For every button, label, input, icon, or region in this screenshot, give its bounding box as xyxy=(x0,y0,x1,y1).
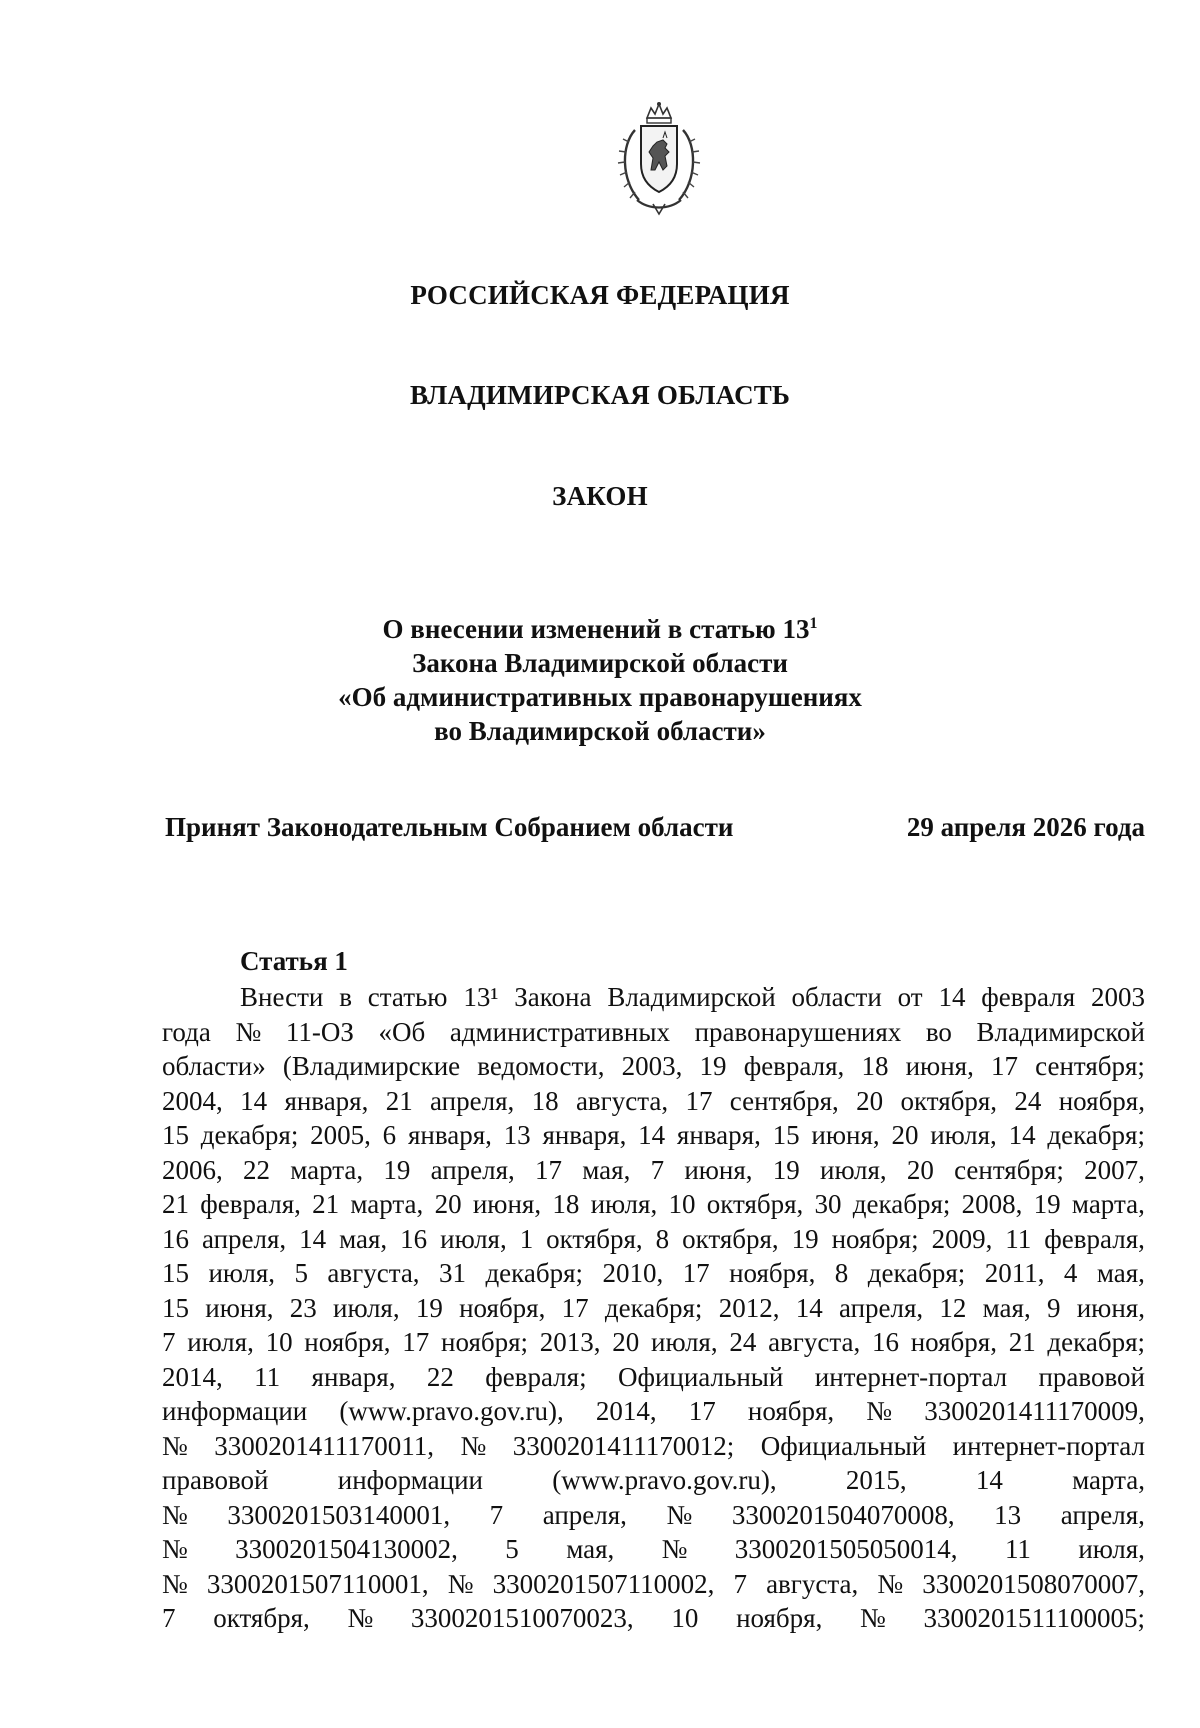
article-word: № xyxy=(347,1603,374,1633)
article-word: апреля, xyxy=(1060,1499,1145,1530)
article-word: 21 xyxy=(385,1085,413,1116)
article-line xyxy=(162,1015,1145,1050)
article-word: 2013, xyxy=(539,1327,601,1357)
article-word: 6 xyxy=(382,1120,397,1150)
article-word: 1 xyxy=(519,1223,534,1254)
article-line xyxy=(162,1498,1145,1533)
article-word: 11 xyxy=(254,1361,281,1392)
article-line xyxy=(162,1153,1145,1188)
article-word: 21 xyxy=(312,1189,340,1219)
article-word: 3300201504070008, xyxy=(731,1499,955,1530)
article-word: апреля, xyxy=(838,1292,924,1323)
article-word: июня, xyxy=(684,1154,753,1185)
article-word: 17 xyxy=(561,1292,589,1323)
article-word: ноября; xyxy=(441,1327,529,1357)
article-word: декабря; xyxy=(1047,1327,1145,1357)
article-word: правовой xyxy=(162,1465,269,1495)
article-word: 17 xyxy=(682,1258,710,1288)
article-word: мая, xyxy=(582,1154,631,1185)
article-word: 7 xyxy=(650,1154,665,1185)
article-word: 8 xyxy=(655,1223,670,1254)
article-word: 14 xyxy=(975,1465,1003,1495)
article-word: 11 xyxy=(1005,1223,1032,1254)
article-word: 21 xyxy=(1008,1327,1036,1357)
article-word: 3300201503140001, xyxy=(227,1499,451,1530)
article-word: декабря; xyxy=(1047,1120,1145,1150)
article-word: февраля, xyxy=(743,1051,845,1081)
article-line xyxy=(162,1222,1145,1257)
article-word: 2010, xyxy=(602,1258,664,1288)
article-word: 19 xyxy=(772,1154,800,1185)
article-word: 24 xyxy=(729,1327,757,1357)
article-word: 7 xyxy=(733,1568,747,1599)
article-word: 13 xyxy=(503,1120,531,1150)
article-word: 9 xyxy=(1046,1292,1061,1323)
article-word: 2004, xyxy=(162,1085,223,1116)
article-word: июня, xyxy=(205,1292,274,1323)
article-word: июля, xyxy=(651,1327,718,1357)
article-word: 22 xyxy=(242,1154,270,1185)
article-word: 7 xyxy=(162,1327,176,1357)
article-word: 2006, xyxy=(162,1154,223,1185)
article-word: 3300201505050014, xyxy=(734,1534,958,1564)
article-word: декабря; xyxy=(604,1292,703,1323)
article-word: января, xyxy=(311,1361,396,1392)
law-subject xyxy=(0,612,1200,748)
article-word: 15 xyxy=(162,1292,189,1323)
article-word: 31 xyxy=(439,1258,466,1288)
article-word: 10 xyxy=(265,1327,293,1357)
article-word: 19 xyxy=(1033,1189,1061,1219)
article-line xyxy=(162,1187,1145,1222)
article-word: июля, xyxy=(187,1327,254,1357)
subject-line-4: во Владимирской области» xyxy=(434,716,766,746)
article-word: 19 xyxy=(415,1292,443,1323)
article-word: октября, xyxy=(213,1603,310,1633)
article-word: февраля, xyxy=(1044,1223,1145,1254)
article-word: мая, xyxy=(1096,1258,1145,1288)
article-word: 16 xyxy=(400,1223,428,1254)
article-word: в xyxy=(339,982,352,1012)
article-word: 2003, xyxy=(621,1051,683,1081)
article-word: января, xyxy=(407,1120,492,1150)
article-word: правонарушениях xyxy=(694,1016,902,1047)
article-word: августа, xyxy=(575,1085,669,1116)
article-word: июня, xyxy=(1076,1292,1145,1323)
article-word: области» xyxy=(162,1051,266,1081)
article-word: 5 xyxy=(505,1534,519,1564)
article-word: 30 xyxy=(814,1189,842,1219)
article-word: 2011, xyxy=(984,1258,1045,1288)
article-word: № xyxy=(877,1568,904,1599)
article-word: июля, xyxy=(440,1223,507,1254)
article-word: 13¹ xyxy=(463,982,499,1012)
article-word: 18 xyxy=(531,1085,559,1116)
article-word: октября, xyxy=(546,1223,643,1254)
article-word: 18 xyxy=(861,1051,889,1081)
article-word: 16 xyxy=(871,1327,899,1357)
article-word: № xyxy=(162,1534,188,1564)
article-word: февраля xyxy=(981,982,1076,1012)
subject-line-3: «Об административных правонарушениях xyxy=(338,682,862,712)
article-word: января, xyxy=(676,1120,761,1150)
article-word: 20 xyxy=(891,1120,919,1150)
article-word: 2012, xyxy=(718,1292,780,1323)
article-word: января, xyxy=(542,1120,627,1150)
article-word: декабря; xyxy=(485,1258,584,1288)
article-word: 2003 xyxy=(1090,982,1145,1012)
article-word: № xyxy=(661,1534,688,1564)
article-word: 3300201411170011, xyxy=(214,1430,435,1461)
article-word: июня, xyxy=(811,1120,880,1150)
article-word: июня, xyxy=(905,1051,974,1081)
article-line xyxy=(162,1463,1145,1498)
article-word: 7 xyxy=(489,1499,504,1530)
article-word: 17 xyxy=(688,1396,716,1426)
article-word: марта, xyxy=(290,1154,364,1185)
article-word: 14 xyxy=(1008,1120,1036,1150)
article-line xyxy=(162,1325,1145,1360)
article-word: 3300201510070023, xyxy=(410,1603,634,1633)
article-word: 19 xyxy=(699,1051,727,1081)
article-word: 3300201507110002, xyxy=(492,1568,715,1599)
article-word: № xyxy=(866,1396,893,1426)
article-word: января, xyxy=(284,1085,369,1116)
article-word: «Об xyxy=(378,1016,426,1047)
article-word: 3300201507110001, xyxy=(206,1568,429,1599)
article-word: 16 xyxy=(162,1223,189,1254)
article-word: Владимирской xyxy=(976,1016,1145,1047)
article-line xyxy=(162,1532,1145,1567)
document-type-title: ЗАКОН xyxy=(552,481,648,511)
article-word: во xyxy=(925,1016,952,1047)
article-word: февраля; xyxy=(485,1361,587,1392)
article-word: 20 xyxy=(856,1085,884,1116)
article-word: июля, xyxy=(1078,1534,1145,1564)
article-word: 10 xyxy=(671,1603,699,1633)
article-word: апреля, xyxy=(430,1154,515,1185)
article-word: правовой xyxy=(1038,1361,1145,1392)
article-word: 7 xyxy=(162,1603,176,1633)
article-word: июля, xyxy=(208,1258,276,1288)
article-word: 14 xyxy=(938,982,966,1012)
article-word: 2008, xyxy=(961,1189,1023,1219)
article-line xyxy=(162,1567,1145,1602)
article-word: № xyxy=(460,1430,487,1461)
article-word: 17 xyxy=(402,1327,430,1357)
article-word: (www.pravo.gov.ru), xyxy=(552,1465,777,1495)
article-word: (Владимирские xyxy=(282,1051,461,1081)
article-word: июля, xyxy=(333,1292,400,1323)
article-word: 2015, xyxy=(845,1465,907,1495)
subject-line-2: Закона Владимирской области xyxy=(412,648,788,678)
article-word: 19 xyxy=(383,1154,411,1185)
article-word: июля, xyxy=(820,1154,887,1185)
article-word: 20 xyxy=(906,1154,934,1185)
article-word: 17 xyxy=(991,1051,1019,1081)
article-word: 15 xyxy=(772,1120,800,1150)
article-word: ноября; xyxy=(831,1223,919,1254)
article-word: Внести xyxy=(240,982,324,1012)
article-word: года xyxy=(162,1016,211,1047)
article-word: 14 xyxy=(795,1292,823,1323)
article-word: 21 xyxy=(162,1189,189,1219)
article-word: июня, xyxy=(472,1189,542,1219)
article-word: интернет-портал xyxy=(952,1430,1145,1461)
article-word: марта, xyxy=(350,1189,424,1219)
article-word: августа, xyxy=(768,1327,861,1357)
article-word: 22 xyxy=(426,1361,454,1392)
article-word: Владимирской xyxy=(607,982,776,1012)
article-word: 17 xyxy=(685,1085,713,1116)
article-word: области xyxy=(791,982,882,1012)
adopting-body: Принят Законодательным Собранием области xyxy=(165,812,734,842)
article-word: сентября; xyxy=(1035,1051,1145,1081)
article-word: мая, xyxy=(982,1292,1031,1323)
article-word: 14 xyxy=(638,1120,666,1150)
article-word: административных xyxy=(449,1016,670,1047)
article-word: апреля, xyxy=(542,1499,627,1530)
article-word: октября, xyxy=(682,1223,779,1254)
article-line xyxy=(162,1049,1145,1084)
article-word: от xyxy=(897,982,923,1012)
adoption-date: 29 апреля 2026 года xyxy=(906,812,1145,842)
article-word: ноября, xyxy=(910,1327,997,1357)
article-word: ноября, xyxy=(459,1292,546,1323)
article-word: ноября, xyxy=(304,1327,391,1357)
article-word: 3300201511100005; xyxy=(923,1603,1145,1633)
article-word: марта, xyxy=(1072,1465,1145,1495)
article-word: 20 xyxy=(612,1327,640,1357)
article-word: сентября, xyxy=(729,1085,839,1116)
article-line xyxy=(162,1394,1145,1429)
article-word: Закона xyxy=(514,982,592,1012)
article-word: 19 xyxy=(791,1223,819,1254)
article-word: 4 xyxy=(1063,1258,1078,1288)
article-word: октября, xyxy=(706,1189,804,1219)
article-word: № xyxy=(235,1016,262,1047)
article-line xyxy=(162,1118,1145,1153)
article-word: 8 xyxy=(834,1258,849,1288)
article-word: 2014, xyxy=(162,1361,223,1392)
article-word: статью xyxy=(367,982,448,1012)
region-title: ВЛАДИМИРСКАЯ ОБЛАСТЬ xyxy=(409,380,791,410)
article-word: 15 xyxy=(162,1120,189,1150)
article-word: (www.pravo.gov.ru), xyxy=(339,1396,564,1426)
article-word: апреля, xyxy=(201,1223,287,1254)
article-word: 13 xyxy=(994,1499,1022,1530)
adoption-row xyxy=(165,812,1145,848)
article-word: 2007, xyxy=(1084,1154,1145,1185)
article-word: 10 xyxy=(668,1189,696,1219)
article-word: 17 xyxy=(535,1154,563,1185)
article-word: 2009, xyxy=(931,1223,993,1254)
article-word: июля, xyxy=(930,1120,997,1150)
article-word: декабря; xyxy=(200,1120,299,1150)
article-heading: Статья 1 xyxy=(240,946,348,976)
article-word: марта, xyxy=(1071,1189,1145,1219)
article-word: августа, xyxy=(327,1258,420,1288)
article-word: 24 xyxy=(1014,1085,1042,1116)
article-line xyxy=(162,1084,1145,1119)
article-word: февраля, xyxy=(200,1189,301,1219)
article-word: 23 xyxy=(289,1292,317,1323)
article-word: ноября, xyxy=(1058,1085,1145,1116)
article-word: мая, xyxy=(566,1534,615,1564)
country-title: РОССИЙСКАЯ ФЕДЕРАЦИЯ xyxy=(410,280,790,310)
article-line xyxy=(162,1601,1145,1636)
article-word: ноября, xyxy=(729,1258,816,1288)
subject-line-1 xyxy=(0,612,1200,646)
article-line xyxy=(162,980,1145,1015)
coat-of-arms-emblem xyxy=(613,100,705,216)
article-word: № xyxy=(162,1430,188,1461)
article-word: № xyxy=(162,1499,188,1530)
article-word: 3300201411170012; xyxy=(512,1430,735,1461)
article-word: 14 xyxy=(240,1085,268,1116)
article-word: интернет-портал xyxy=(814,1361,1008,1392)
article-word: Официальный xyxy=(760,1430,927,1461)
article-word: Официальный xyxy=(617,1361,784,1392)
article-word: августа, xyxy=(766,1568,859,1599)
article-word: сентября; xyxy=(954,1154,1064,1185)
article-line xyxy=(162,1256,1145,1291)
article-line xyxy=(162,1291,1145,1326)
article-word: мая, xyxy=(339,1223,388,1254)
subject-line-1-text: О внесении изменений в статью 13 xyxy=(382,614,810,644)
article-word: 3300201411170009, xyxy=(924,1396,1145,1426)
article-word: декабря; xyxy=(852,1189,951,1219)
article-body xyxy=(162,980,1145,1636)
article-word: декабря; xyxy=(867,1258,966,1288)
article-word: октября, xyxy=(900,1085,998,1116)
article-word: 11 xyxy=(1004,1534,1031,1564)
article-word: ноября, xyxy=(736,1603,823,1633)
article-word: 11-ОЗ xyxy=(285,1016,354,1047)
article-word: 2005, xyxy=(310,1120,371,1150)
article-word: апреля, xyxy=(430,1085,515,1116)
article-word: № xyxy=(860,1603,886,1633)
article-word: информации xyxy=(162,1396,308,1426)
article-word: ноября, xyxy=(747,1396,835,1426)
article-word: № xyxy=(666,1499,693,1530)
article-line xyxy=(162,1360,1145,1395)
article-word: ведомости, xyxy=(477,1051,605,1081)
article-word: 20 xyxy=(434,1189,462,1219)
article-word: 14 xyxy=(299,1223,327,1254)
article-word: информации xyxy=(337,1465,483,1495)
article-word: 15 xyxy=(162,1258,189,1288)
article-word: 5 xyxy=(294,1258,308,1288)
article-word: июля, xyxy=(590,1189,658,1219)
article-word: 3300201508070007, xyxy=(922,1568,1145,1599)
article-word: 2014, xyxy=(595,1396,657,1426)
article-word: 12 xyxy=(939,1292,967,1323)
article-word: № xyxy=(447,1568,474,1599)
article-word: № xyxy=(162,1568,188,1599)
article-word: 18 xyxy=(552,1189,580,1219)
article-line xyxy=(162,1429,1145,1464)
subject-superscript: 1 xyxy=(809,615,818,632)
article-word: 3300201504130002, xyxy=(235,1534,458,1564)
